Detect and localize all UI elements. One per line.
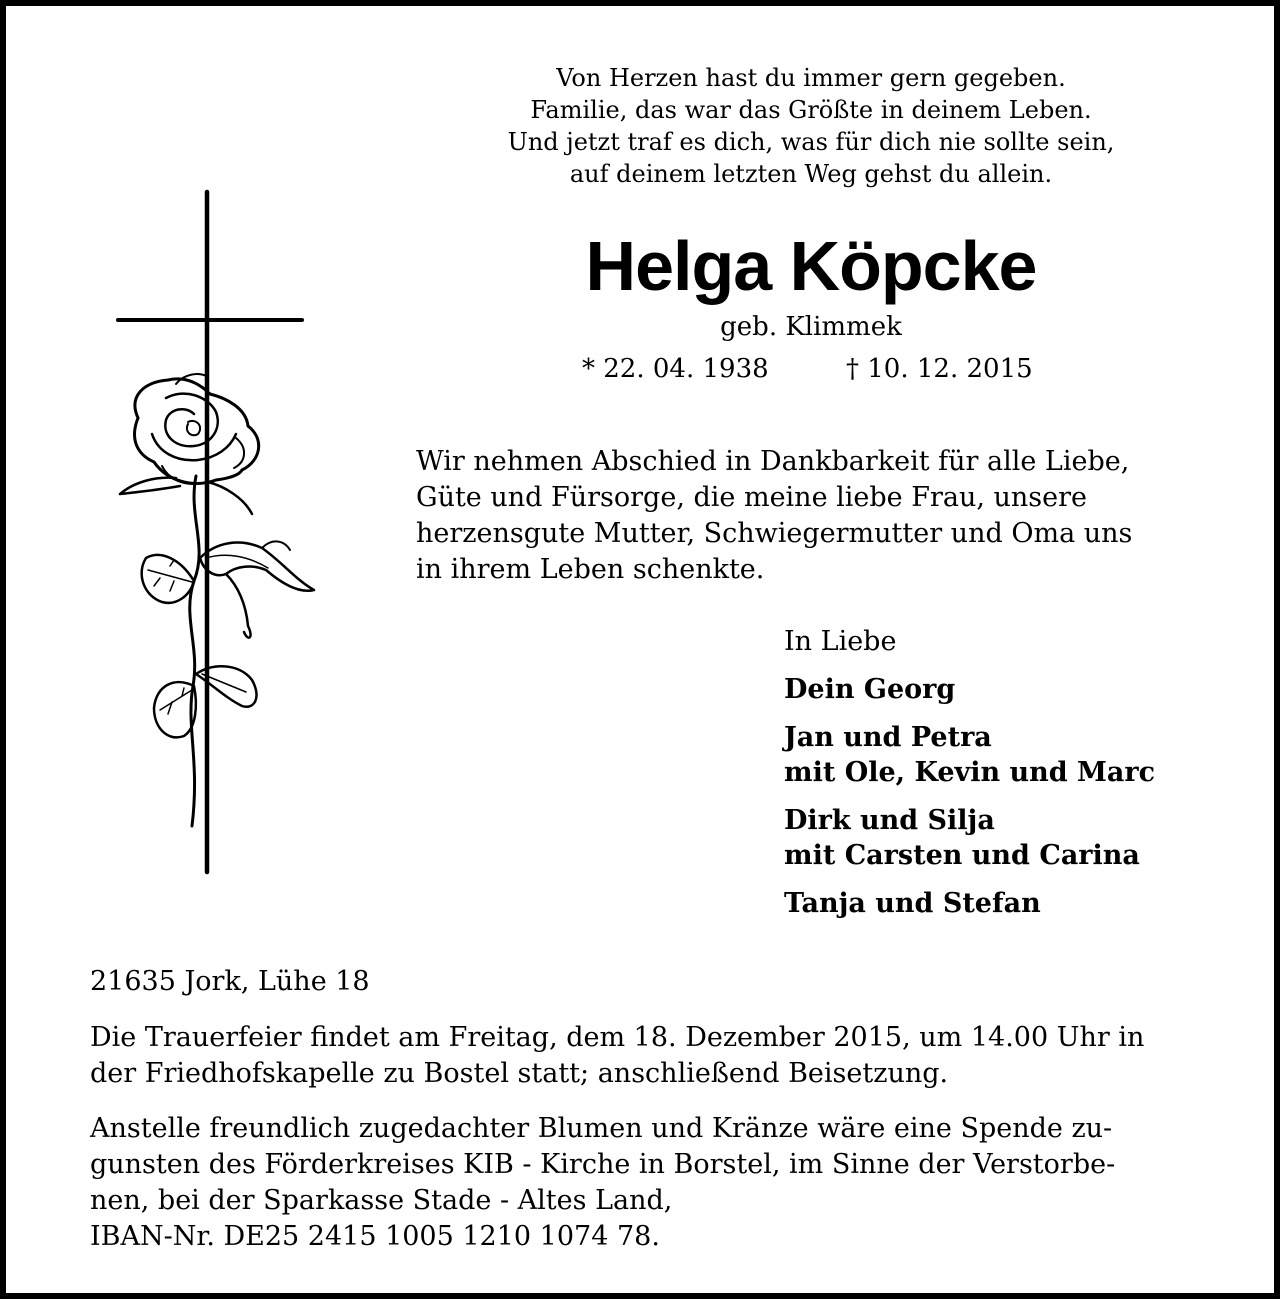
mourner-line: Dirk und Silja — [784, 805, 995, 836]
tribute-line: herzensgute Mutter, Schwiegermutter und Oma uns — [416, 518, 1133, 549]
donation-line: IBAN-Nr. DE25 2415 1005 1210 1074 78. — [90, 1221, 660, 1252]
donation-info — [90, 1111, 1210, 1255]
mourner-group — [784, 720, 1204, 790]
address: 21635 Jork, Lühe 18 — [90, 966, 370, 997]
mourner-line: Tanja und Stefan — [784, 888, 1041, 919]
mourner-line: mit Ole, Kevin und Marc — [784, 757, 1156, 788]
mourner-line: mit Carsten und Carina — [784, 840, 1140, 871]
funeral-line: Die Trauerfeier findet am Freitag, dem 18. Dezember 2015, um 14.00 Uhr in — [90, 1022, 1145, 1053]
mourner-group — [784, 886, 1204, 921]
mourner-group — [784, 803, 1204, 873]
poem-line: Von Herzen hast du immer gern gegeben. — [556, 64, 1066, 92]
mourners-intro: In Liebe — [784, 626, 897, 657]
donation-line: Anstelle freundlich zugedachter Blumen und Kränze wäre eine Spende zu- — [90, 1113, 1113, 1144]
poem-line: Familie, das war das Größte in deinem Leben. — [530, 96, 1092, 124]
birth-date: * 22. 04. 1938 — [582, 354, 769, 384]
donation-line: nen, bei der Sparkasse Stade - Altes Land, — [90, 1185, 673, 1216]
funeral-info — [90, 1020, 1210, 1092]
donation-line: gunsten des Förderkreises KIB - Kirche in Borstel, im Sinne der Verstorbe- — [90, 1149, 1116, 1180]
funeral-line: der Friedhofskapelle zu Bostel statt; anschließend Beisetzung. — [90, 1058, 949, 1089]
mourner-line: Dein Georg — [784, 674, 956, 705]
tribute-line: Wir nehmen Abschied in Dankbarkeit für alle Liebe, — [416, 446, 1130, 477]
maiden-name: geb. Klimmek — [720, 312, 902, 342]
poem-line: Und jetzt traf es dich, was für dich nie sollte sein, — [507, 128, 1115, 156]
mourner-group — [784, 672, 1204, 707]
cross-with-rose-icon — [76, 186, 326, 876]
poem — [426, 62, 1196, 190]
mourner-line: Jan und Petra — [784, 722, 992, 753]
tribute-line: Güte und Fürsorge, die meine liebe Frau, unsere — [416, 482, 1088, 513]
tribute-text — [416, 444, 1206, 588]
death-date: † 10. 12. 2015 — [846, 354, 1033, 384]
tribute-line: in ihrem Leben schenkte. — [416, 554, 765, 585]
poem-line: auf deinem letzten Weg gehst du allein. — [569, 160, 1053, 188]
mourners-list — [784, 624, 1204, 934]
deceased-name: Helga Köpcke — [585, 227, 1037, 305]
